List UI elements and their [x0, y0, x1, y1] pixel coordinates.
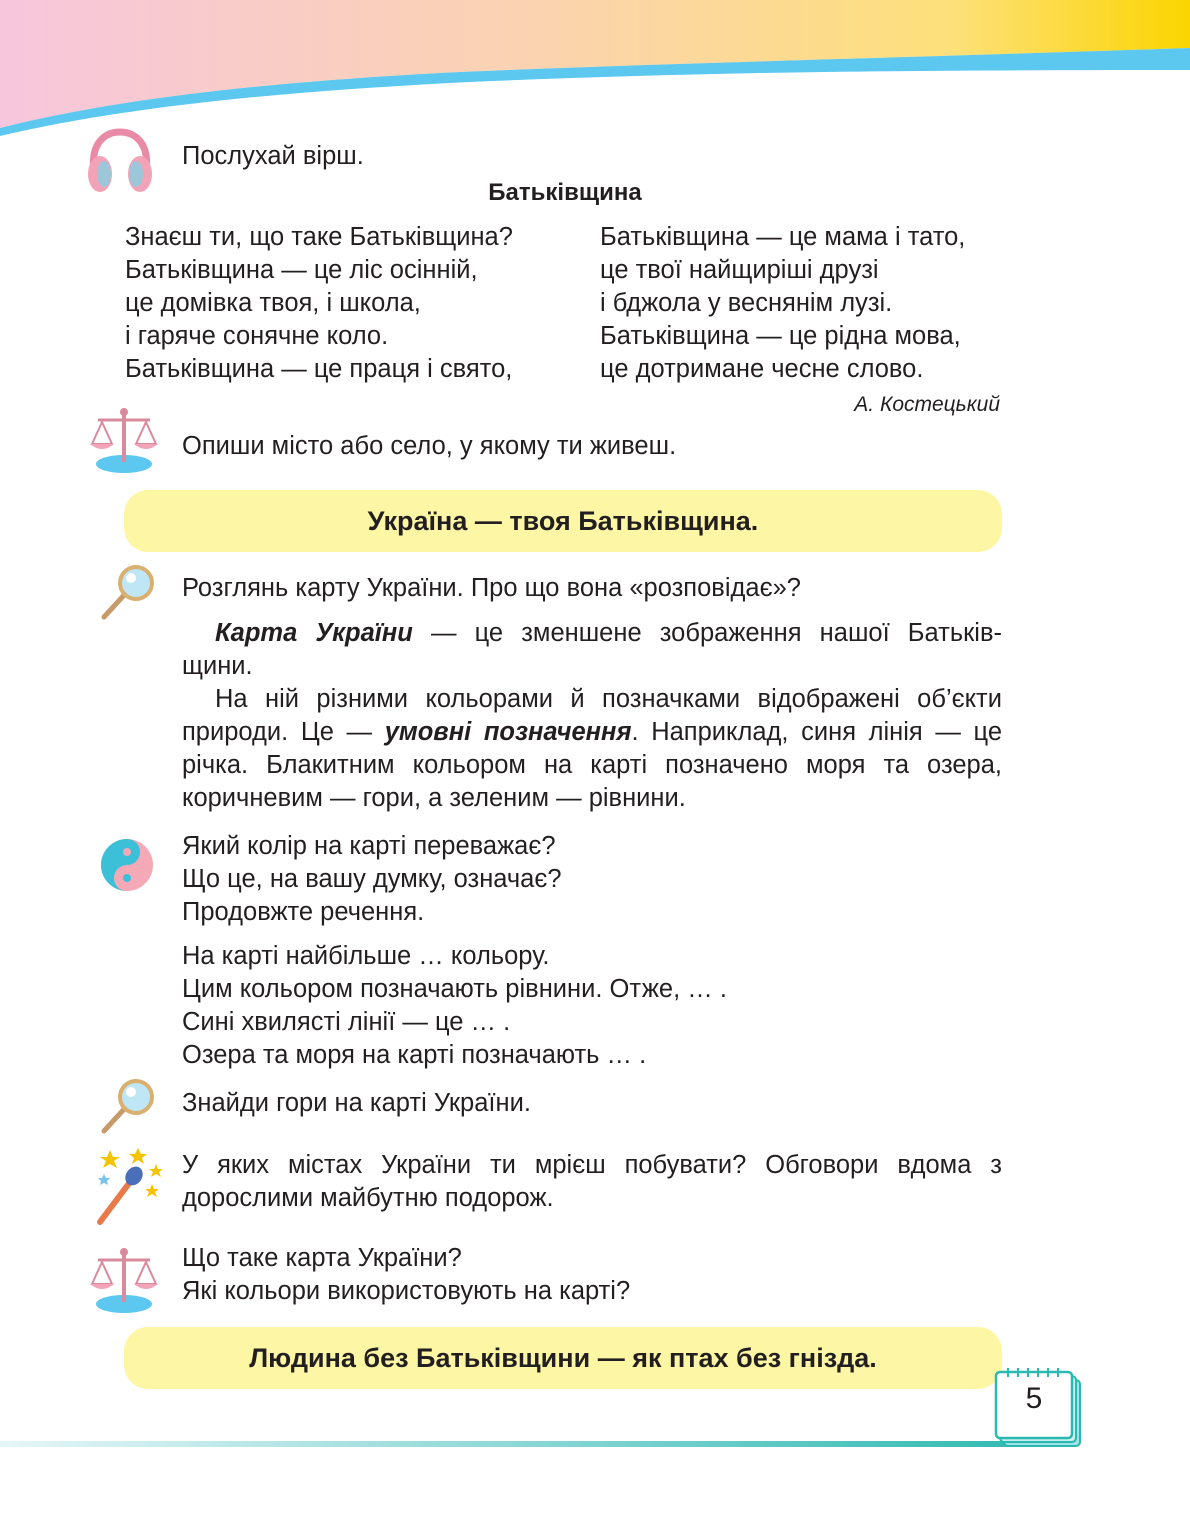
task-line: дорослими майбутню подорож. [182, 1184, 554, 1212]
banner-proverb: Людина без Батьківщини — як птах без гнізда. [124, 1327, 1002, 1389]
sentence-line: Сині хвилясті лінії — це … . [182, 1008, 511, 1036]
poem-line: це дотримане чесне слово. [600, 355, 924, 383]
question-line: Продовжте речення. [182, 898, 425, 926]
paragraph-line: коричневим — гори, а зеленим — рівнини. [182, 784, 686, 812]
sentence-line: На карті найбільше … кольору. [182, 942, 550, 970]
map-question: Розглянь карту України. Про що вона «розповідає»? [182, 574, 801, 602]
paragraph-line: На ній різними кольорами й позначками відображені об’єкти [215, 685, 1002, 713]
question-line: Що це, на вашу думку, означає? [182, 865, 562, 893]
question-line: Що таке карта України? [182, 1244, 462, 1272]
magnifier-icon [98, 1077, 158, 1137]
magic-wand-icon [90, 1146, 166, 1228]
magnifier-icon [98, 563, 158, 623]
map-paragraph-2 [182, 683, 1002, 815]
question-line: Який колір на карті переважає? [182, 832, 556, 860]
listen-instruction: Послухай вірш. [182, 142, 364, 170]
paragraph-text: . Наприклад, синя лінія — це [631, 718, 1003, 746]
term-legend-symbols: умовні позначення [384, 718, 632, 746]
sentence-completion [182, 940, 727, 1072]
poem-line: це домівка твоя, і школа, [125, 289, 421, 317]
poem-line: Батьківщина — це рідна мова, [600, 322, 961, 350]
discussion-questions [182, 830, 562, 929]
poem-line: і бджола у веснянім лузі. [600, 289, 893, 317]
paragraph-line: річка. Блакитним кольором на карті позначено моря та озера, [182, 751, 1002, 779]
describe-text: Опиши місто або село, у якому ти живеш. [182, 432, 677, 460]
paragraph-line [182, 716, 1002, 749]
poem-line: Знаєш ти, що таке Батьківщина? [125, 223, 513, 251]
poem-author: А. Костецький [854, 393, 1000, 416]
scales-icon [88, 1244, 160, 1314]
paragraph-text: природи. Це — [182, 718, 385, 746]
scales-icon [88, 404, 160, 474]
sentence-line: Цим кольором позначають рівнини. Отже, … . [182, 975, 727, 1003]
poem-line: Батьківщина — це праця і свято, [125, 355, 513, 383]
review-questions [182, 1242, 630, 1308]
poem-column-1 [125, 221, 513, 386]
map-paragraph-1 [182, 617, 1002, 683]
term-map-of-ukraine: Карта України [215, 619, 413, 647]
bottom-line [0, 1436, 1060, 1452]
definition-text: — це зменшене зображення нашої Батьків- [412, 619, 1002, 647]
poem-line: це твої найщиріші друзі [600, 256, 879, 284]
top-wave [0, 0, 1190, 140]
map-definition-line [182, 617, 1002, 650]
yin-yang-icon [98, 836, 156, 894]
poem-line: Батьківщина — це мама і тато, [600, 223, 966, 251]
poem-line: Батьківщина — це ліс осінній, [125, 256, 478, 284]
poem-column-2 [600, 221, 965, 386]
poem-line: і гаряче сонячне коло. [125, 322, 389, 350]
creative-task [182, 1149, 1002, 1215]
poem-title: Батьківщина [488, 179, 642, 206]
find-mountains-text: Знайди гори на карті України. [182, 1089, 531, 1117]
definition-text: щини. [182, 652, 253, 680]
task-line: У яких містах України ти мрієш побувати? Обговори вдома з [182, 1151, 1002, 1179]
page-number: 5 [1025, 1382, 1043, 1415]
sentence-line: Озера та моря на карті позначають … . [182, 1041, 647, 1069]
question-line: Які кольори використовують на карті? [182, 1277, 631, 1305]
banner-ukraine: Україна — твоя Батьківщина. [124, 490, 1002, 552]
